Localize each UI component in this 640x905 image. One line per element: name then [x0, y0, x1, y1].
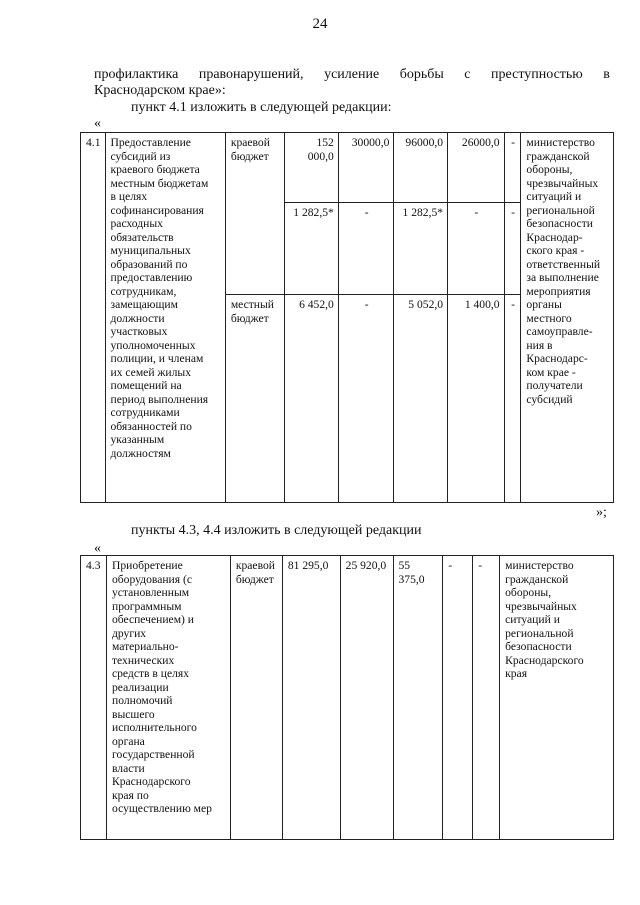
- table-cell: 1 282,5*: [394, 203, 448, 295]
- text-line: безопасности: [505, 640, 572, 653]
- table-cell: 152 000,0: [284, 133, 338, 203]
- intro-word: профилактика: [94, 67, 179, 82]
- text-line: расходных: [110, 217, 163, 230]
- table-cell: 30000,0: [338, 133, 394, 203]
- text-line: участковых: [110, 325, 168, 338]
- intro-word: преступностью: [491, 67, 583, 82]
- text-line: за выполнение: [526, 271, 599, 284]
- text-line: муниципальных: [110, 244, 191, 257]
- table-row: [81, 133, 614, 203]
- text-line: органы: [526, 298, 562, 311]
- text-line: власти: [111, 761, 145, 775]
- text-line: чрезвычайных: [505, 599, 577, 613]
- text-line: технических: [111, 653, 175, 667]
- executor: [500, 556, 614, 840]
- text-line: высшего: [111, 707, 155, 721]
- table-cell: 6 452,0: [284, 295, 338, 503]
- text-line: помещений на: [110, 379, 182, 392]
- text-line: местного: [526, 311, 572, 325]
- text-line: ния в: [526, 338, 553, 352]
- intro-line-3: пункт 4.1 изложить в следующей редакции:: [131, 100, 392, 115]
- quote-open-1: «: [94, 116, 101, 131]
- table-cell: 96000,0: [394, 133, 448, 203]
- intro-word: усиление: [324, 67, 380, 82]
- table-cell: 1 282,5*: [284, 203, 338, 295]
- text-line: софинансирования: [110, 203, 204, 217]
- text-line: обеспечением) и: [111, 613, 195, 626]
- text-line: ского края -: [526, 244, 585, 257]
- text-line: полномочий: [111, 694, 173, 707]
- text-line: субсидий: [526, 392, 573, 406]
- text-line: Краснодарского: [505, 653, 584, 667]
- funding-source: [225, 133, 284, 295]
- table-cell: -: [338, 295, 394, 503]
- text-line: краевого бюджета: [110, 163, 200, 176]
- text-line: сотрудникам,: [110, 284, 177, 298]
- text-line: замещающим: [110, 298, 178, 311]
- text-line: их семей жилых: [110, 365, 192, 379]
- program-table-2: [80, 555, 614, 840]
- table-cell: 25 920,0: [340, 556, 393, 840]
- text-line: материально-: [111, 640, 179, 653]
- text-line: чрезвычайных: [526, 176, 599, 190]
- text-line: установленным: [111, 586, 190, 599]
- text-line: ответственный: [526, 257, 601, 271]
- table-cell: -: [443, 556, 473, 840]
- table-cell: 1 400,0: [448, 295, 505, 503]
- text-line: ком крае -: [526, 365, 576, 379]
- text-line: получатели: [526, 379, 583, 392]
- text-line: мероприятия: [526, 284, 591, 298]
- text-line: бюджет: [230, 311, 269, 325]
- text-line: предоставлению: [110, 271, 193, 284]
- program-table-1: [80, 132, 614, 503]
- text-line: краевой: [230, 136, 270, 149]
- text-line: оборудования (с: [111, 572, 192, 586]
- text-line: указанным: [110, 433, 165, 446]
- text-line: местный: [230, 298, 274, 311]
- text-line: Предоставление: [110, 136, 191, 149]
- text-line: обязательств: [110, 230, 174, 244]
- item-name: [105, 133, 225, 503]
- text-line: обязанностей по: [110, 419, 192, 433]
- table-cell: -: [473, 556, 500, 840]
- text-line: краевой: [235, 559, 275, 572]
- table-cell: -: [504, 295, 521, 503]
- intro-word: борьбы: [399, 67, 444, 82]
- text-line: региональной: [505, 626, 574, 640]
- text-line: самоуправле-: [526, 325, 593, 338]
- text-line: субсидий из: [110, 149, 171, 163]
- text-line: обороны,: [526, 163, 573, 176]
- text-line: полиции, и членам: [110, 352, 204, 365]
- text-line: реализации: [111, 680, 169, 694]
- text-line: Краснодарс-: [526, 352, 588, 365]
- table-cell: -: [448, 203, 505, 295]
- text-line: гражданской: [526, 149, 590, 163]
- text-line: должности: [110, 311, 165, 325]
- quote-open-2: «: [94, 541, 101, 556]
- text-line: бюджет: [230, 149, 269, 163]
- text-line: государственной: [111, 748, 195, 761]
- text-line: ситуаций и: [526, 190, 582, 203]
- text-line: местным бюджетам: [110, 176, 209, 190]
- item-name: [106, 556, 230, 840]
- intro-line-1: [94, 66, 610, 83]
- table-cell: 5 052,0: [394, 295, 448, 503]
- text-line: министерство: [505, 559, 574, 572]
- text-line: министерство: [526, 136, 595, 149]
- text-line: исполнительного: [111, 721, 197, 734]
- funding-source: [225, 295, 284, 503]
- text-line: Краснодар-: [526, 230, 583, 244]
- table-cell: -: [504, 133, 521, 203]
- item-number: 4.3: [81, 556, 107, 840]
- text-line: края: [505, 667, 528, 680]
- quote-close-1: »;: [596, 505, 607, 520]
- intro-word: правонарушений,: [198, 67, 304, 82]
- text-line: ситуаций и: [505, 613, 560, 626]
- text-line: программным: [111, 599, 182, 613]
- intro-word: с: [464, 67, 471, 82]
- table-cell: -: [504, 203, 521, 295]
- item-number: 4.1: [81, 133, 106, 503]
- text-line: средств в целях: [111, 667, 190, 680]
- intro-line-2: Краснодарском крае»:: [94, 83, 226, 98]
- text-line: края по: [111, 788, 149, 802]
- text-line: других: [111, 626, 147, 640]
- text-line: органа: [111, 734, 145, 748]
- executor: [521, 133, 614, 503]
- funding-source: [230, 556, 282, 840]
- text-line: бюджет: [235, 572, 274, 586]
- table-cell: 81 295,0: [282, 556, 340, 840]
- text-line: обороны,: [505, 586, 552, 599]
- text-line: Приобретение: [111, 559, 183, 572]
- text-line: осуществлению мер: [111, 802, 212, 815]
- text-line: гражданской: [505, 572, 569, 586]
- text-line: региональной: [526, 203, 595, 217]
- text-line: уполномоченных: [110, 338, 196, 352]
- text-line: период выполнения: [110, 392, 209, 406]
- text-line: Краснодарского: [111, 775, 191, 788]
- text-line: в целях: [110, 190, 148, 203]
- intro-2: пункты 4.3, 4.4 изложить в следующей редакции: [131, 523, 422, 538]
- text-line: безопасности: [526, 217, 593, 230]
- page-number: 24: [312, 16, 328, 32]
- intro-word: в: [603, 67, 610, 82]
- text-line: сотрудниками: [110, 406, 180, 419]
- table-cell: 26000,0: [448, 133, 505, 203]
- table-cell: -: [338, 203, 394, 295]
- table-row: [81, 556, 614, 840]
- text-line: должностям: [110, 446, 171, 460]
- table-cell: 55 375,0: [393, 556, 443, 840]
- text-line: образований по: [110, 257, 188, 271]
